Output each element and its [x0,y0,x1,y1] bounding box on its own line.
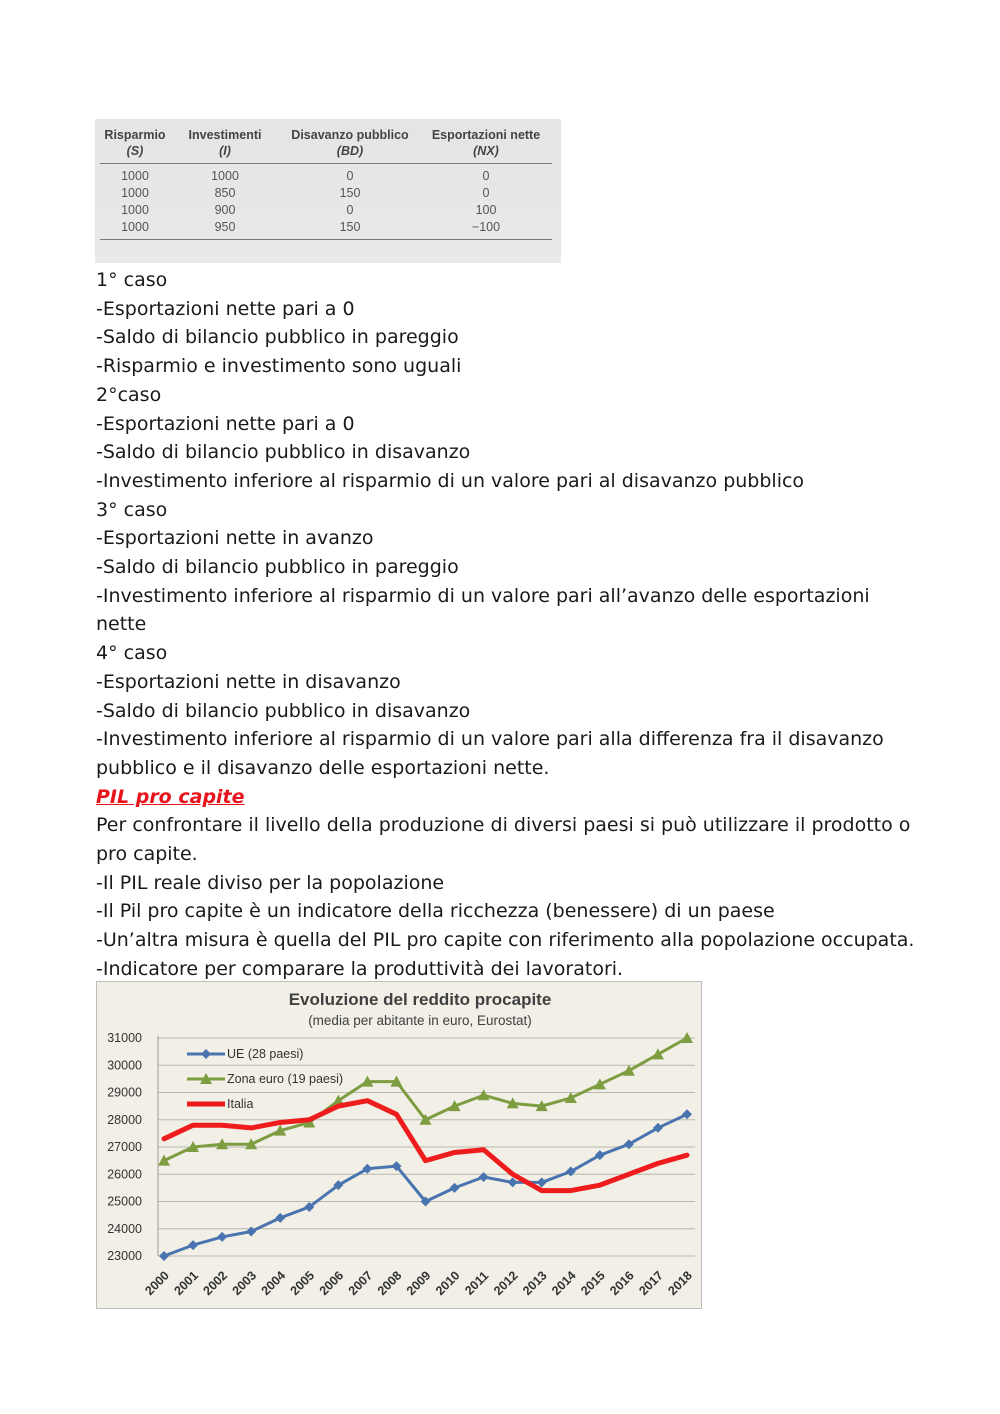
text-line: pubblico e il disavanzo delle esportazioni nette. [96,756,550,779]
legend-marker [201,1049,211,1059]
text-line: 2°caso [96,383,162,406]
chart-svg [97,982,701,1308]
table-row [100,219,552,240]
x-tick-label: 2018 [665,1268,695,1298]
text-line: -Un’altra misura è quella del PIL pro capite con riferimento alla popolazione occupata. [96,929,915,952]
data-point-diamond [246,1226,256,1236]
data-point-diamond [682,1109,692,1119]
x-tick-label: 2007 [345,1268,376,1298]
income-chart [96,981,702,1309]
x-tick-label: 2003 [229,1268,260,1298]
text-line: -Investimento inferiore al risparmio di un valore pari all’avanzo delle esportazioni [96,584,870,607]
y-tick-label: 31000 [107,1031,142,1045]
table-cell: −100 [420,219,552,240]
y-tick-label: 26000 [107,1167,142,1182]
header-esportazioni: Esportazioni nette (NX) [420,125,552,164]
text-line: -Esportazioni nette in disavanzo [96,670,401,693]
data-point-diamond [159,1251,169,1261]
x-tick-label: 2011 [462,1268,492,1298]
legend-label: Italia [227,1097,254,1111]
text-line: 3° caso [96,498,168,521]
text-line: -Investimento inferiore al risparmio di un valore pari al disavanzo pubblico [96,469,805,492]
table-row [100,185,552,202]
table-cell: 1000 [100,219,170,240]
x-tick-label: 2004 [258,1268,289,1298]
y-tick-label: 25000 [107,1194,142,1209]
body-text [96,266,916,984]
data-point-diamond [217,1232,227,1242]
x-tick-label: 2002 [200,1268,231,1298]
x-tick-label: 2015 [578,1268,608,1298]
legend [187,1047,343,1111]
data-point-diamond [275,1213,285,1223]
data-point-triangle [623,1065,635,1076]
table-cell: 950 [170,219,280,240]
table-cell: 150 [339,186,361,200]
text-line: 1° caso [96,269,168,291]
x-tick-label: 2013 [520,1268,550,1298]
table-cell: 150 [280,219,420,240]
data-point-diamond [450,1183,460,1193]
text-line: -Il Pil pro capite è un indicatore della ricchezza (benessere) di un paese [96,900,775,923]
text-line: nette [96,613,147,636]
chart-title: Evoluzione del reddito procapite [288,990,552,1009]
y-tick-label: 28000 [107,1112,142,1127]
x-tick-label: 2017 [636,1268,666,1298]
text-line: -Risparmio e investimento sono uguali [96,355,462,378]
text-line: -Indicatore per comparare la produttività dei lavoratori. [96,957,624,980]
grid [158,1036,695,1256]
text-line: -Esportazioni nette pari a 0 [96,412,355,435]
text-line: pro capite. [96,843,198,866]
table-cell: 850 [214,186,236,200]
x-axis [142,1268,695,1298]
table-cell: 0 [346,203,354,217]
legend-label: Zona euro (19 paesi) [227,1072,344,1086]
table-cell: 900 [214,203,236,217]
header-disavanzo: Disavanzo pubblico (BD) [280,125,420,164]
text-line: -Saldo di bilancio pubblico in disavanzo [96,441,471,464]
series-line [164,1114,687,1256]
text-line: -Il PIL reale diviso per la popolazione [96,871,445,894]
table-cell: 1000 [211,169,239,183]
x-tick-label: 2000 [142,1268,172,1298]
x-tick-label: 2012 [491,1268,521,1298]
table-cell: 0 [346,169,354,183]
table-image [95,119,561,263]
legend-label: UE (28 paesi) [227,1047,304,1061]
data-point-diamond [479,1172,489,1182]
data-point-diamond [188,1240,198,1250]
y-tick-label: 24000 [107,1221,142,1236]
y-axis [107,1031,142,1263]
text-line: -Saldo di bilancio pubblico in pareggio [96,326,459,349]
text-line: -Esportazioni nette in avanzo [96,527,374,550]
table-cell: 0 [482,186,490,200]
section-heading: PIL pro capite [96,785,245,808]
x-tick-label: 2008 [374,1268,405,1298]
header-risparmio: Risparmio (S) [100,125,170,164]
y-tick-label: 23000 [107,1249,142,1263]
table-cell: 1000 [121,203,149,217]
table-cell: 0 [482,169,490,183]
header-investimenti: Investimenti (I) [170,125,280,164]
text-line: -Esportazioni nette pari a 0 [96,297,355,320]
savings-investment-table [100,125,552,240]
table-row [100,202,552,219]
y-tick-label: 29000 [107,1085,142,1100]
table-cell: 100 [475,203,497,217]
chart-subtitle: (media per abitante in euro, Eurostat) [308,1013,532,1028]
y-tick-label: 27000 [107,1140,142,1154]
data-point-triangle [478,1089,490,1100]
x-tick-label: 2010 [432,1268,463,1298]
x-tick-label: 2016 [607,1268,637,1298]
y-tick-label: 30000 [107,1058,142,1073]
text-line: 4° caso [96,642,168,665]
text-line: Per confrontare il livello della produzione di diversi paesi si può utilizzare il prodotto o [96,814,911,837]
table-row [100,164,552,186]
x-tick-label: 2009 [403,1268,434,1298]
table-cell: 1000 [121,186,149,200]
data-point-triangle [652,1048,664,1059]
text-line: -Saldo di bilancio pubblico in disavanzo [96,699,471,722]
table-cell: 1000 [121,169,149,183]
text-line: -Saldo di bilancio pubblico in pareggio [96,556,459,579]
x-tick-label: 2006 [316,1268,347,1298]
text-line: -Investimento inferiore al risparmio di un valore pari alla differenza fra il disavanzo [96,728,884,751]
x-tick-label: 2014 [549,1268,579,1298]
x-tick-label: 2005 [287,1268,318,1298]
x-tick-label: 2001 [171,1268,202,1298]
